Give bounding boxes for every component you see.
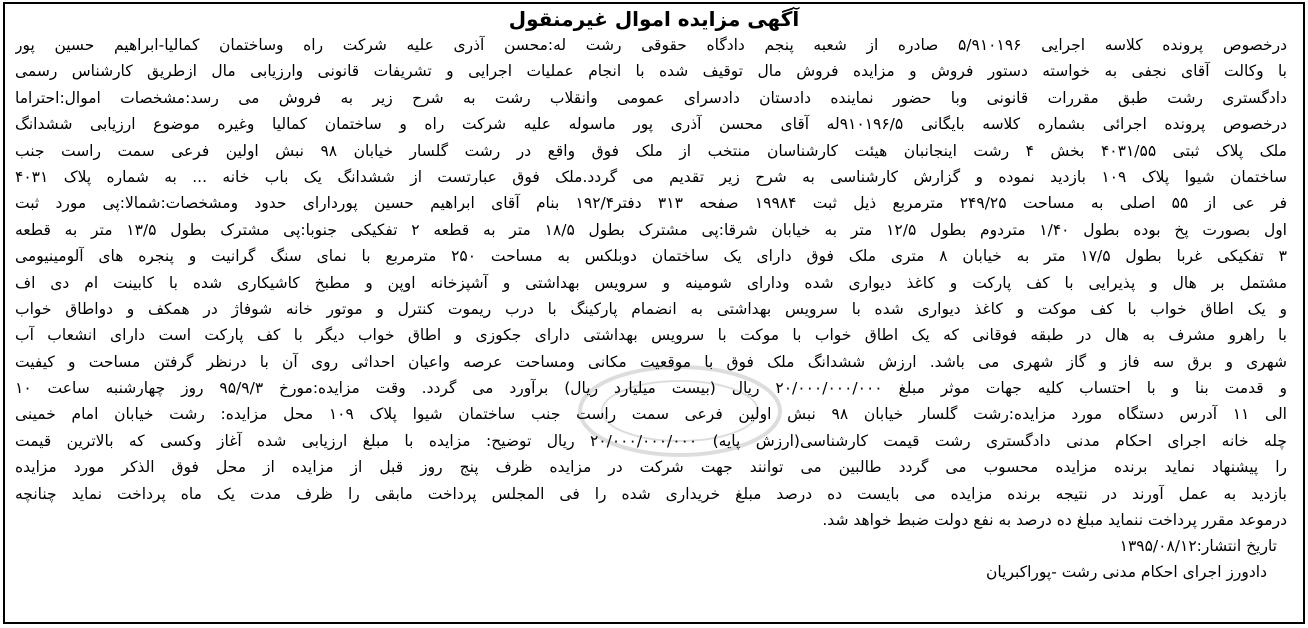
- body-line: دادگستری رشت طبق مقررات قانونی وبا حضور نماینده دادستان دادسرای عمومی وانقلاب رشت به شرح زیر به فروش می رسد:مشخصات اموال:احتراما: [15, 88, 1287, 107]
- body-line: ملک پلاک ثبتی ۴۰۳۱/۵۵ بخش ۴ رشت اینجانبان هیئت کارشناسان منتخب از ملک فوق واقع در رشت گلسار خیابان ۹۸ نبش اولین فرعی سمت راست جنب: [15, 141, 1287, 160]
- notice-body: [5, 32, 1303, 533]
- body-line: ۳ تفکیکی غربا بطول ۱۷/۵ متر به خیابان ۸ متری ملک فوق دارای یک ساختمان دوبلکس به مساحت ۲۵۰ مترمربع با نمای سنگ گرانیت و پنجره های آلومینیومی: [15, 247, 1287, 266]
- notice-footer: [5, 533, 1303, 585]
- body-line: بازدید به عمل آورند در نتیجه برنده مزایده می بایست ده درصد مبلغ خریداری شده را فی المجلس پرداخت مابقی را ظرف مدت یک ماه پرداخت نماید چنانچه: [15, 484, 1287, 503]
- notice-title: آگهی مزایده اموال غیرمنقول: [508, 7, 800, 31]
- signature-line: دادورز اجرای احکام مدنی رشت -پوراکبریان: [986, 563, 1267, 582]
- auction-notice: [3, 2, 1305, 624]
- body-line: درخصوص پرونده اجرائی بشماره کلاسه بایگانی ۹۱۰۱۹۶/۵له آقای محسن آذری پور ماسوله علیه شرکت راه و ساختمان کمالیا وغیره موضوع ارزیابی ششدانگ: [15, 115, 1287, 134]
- body-line: ساختمان شیوا پلاک ۱۰۹ بازدید نموده و گزارش کارشناسی به شرح زیر تقدیم می گردد.ملک فوق عبارتست از ششدانگ یک باب خانه ... به شماره پلاک ۴۰۳۱: [15, 167, 1287, 186]
- body-line: را پیشنهاد نماید برنده مزایده محسوب می گردد طالبین می توانند جهت شرکت در مزایده ظرف پنج روز قبل از مزایده از محل فوق الذکر مورد مزایده: [15, 458, 1287, 477]
- body-line-last: درموعد مقرر پرداخت ننماید مبلغ ده درصد به نفع دولت ضبط خواهد شد.: [822, 511, 1287, 530]
- body-line: فر عی از ۵۵ اصلی به مساحت ۲۴۹/۲۵ مترمربع ذیل ثبت ۱۹۹۸۴ صفحه ۳۱۳ دفتر۱۹۲/۴ بنام آقای ابراهیم حسین پوردارای حدود ومشخصات:شمالا:پی مورد ثبت: [15, 194, 1287, 213]
- publish-date: تاریخ انتشار:۱۳۹۵/۰۸/۱۲: [1119, 537, 1277, 556]
- body-line: و قدمت بنا و با احتساب کلیه جهات موثر مبلغ ۲۰/۰۰۰/۰۰۰/۰۰۰ ریال (بیست میلیارد ریال) برآورد می گردد. وقت مزایده:مورخ ۹۵/۹/۳ روز چهارشنبه ساعت ۱۰: [15, 379, 1287, 398]
- body-line: چله خانه اجرای احکام مدنی دادگستری رشت قیمت کارشناسی(ارزش پایه) ۲۰/۰۰۰/۰۰۰/۰۰۰ ریال توضیح: مزایده با مبلغ ارزیابی شده آغاز وکسی که بالاترین قیمت: [15, 431, 1287, 450]
- body-line: و یک اطاق خواب با کف موکت و کاغذ دیواری شده با سرویس بهداشتی به انضمام پارکینگ با درب ریموت کنترل و موتور خانه شوفاژ در همکف و دواطاق خواب: [15, 299, 1287, 318]
- body-line: شهری و برق سه فاز و گاز شهری می باشد. ارزش ششدانگ ملک فوق با موقعیت مکانی ومساحت عرصه واعیان احداثی روی آن با درنظر گرفتن مساحت و کیفیت: [15, 352, 1287, 371]
- body-line: اول بصورت پخ بوده بطول ۱/۴۰ متردوم بطول ۱۲/۵ متر به خیابان شرقا:پی مشترک بطول ۱۸/۵ متر به قطعه ۲ تفکیکی جنوبا:پی مشترک بطول ۱۳/۵ متر به قطعه: [15, 220, 1287, 239]
- body-line: درخصوص پرونده کلاسه اجرایی ۵/۹۱۰۱۹۶ صادره از شعبه پنجم دادگاه حقوقی رشت له:محسن آذری علیه شرکت راه وساختمان کمالیا-ابراهیم حسین پور: [15, 36, 1287, 54]
- body-line: با وکالت آقای نجفی به خواسته دستور فروش و مزایده فروش مال توقیف شده با انجام عملیات اجرایی و تشریفات قانونی وارزیابی مال ازطریق کارشناس رسمی: [15, 62, 1287, 81]
- body-line: مشتمل بر هال و پذیرایی با کف پارکت و کاغذ دیواری شده ودارای شومینه و سرویس بهداشتی و آشپزخانه اوپن و مطبخ کاشیکاری شده با کابینت ام دی اف: [15, 273, 1287, 292]
- body-line: الی ۱۱ آدرس دستگاه مورد مزایده:رشت گلسار خیابان ۹۸ نبش اولین فرعی سمت راست جنب ساختمان شیوا پلاک ۱۰۹ محل مزایده: رشت خیابان امام خمینی: [15, 405, 1287, 424]
- body-line: با راهرو مشرف به هال در طبقه فوقانی که یک اطاق خواب با موکت با سرویس بهداشتی دارای جکوزی و اطاق خواب دیگر با کف پارکت است دارای انشعاب آب: [15, 326, 1287, 345]
